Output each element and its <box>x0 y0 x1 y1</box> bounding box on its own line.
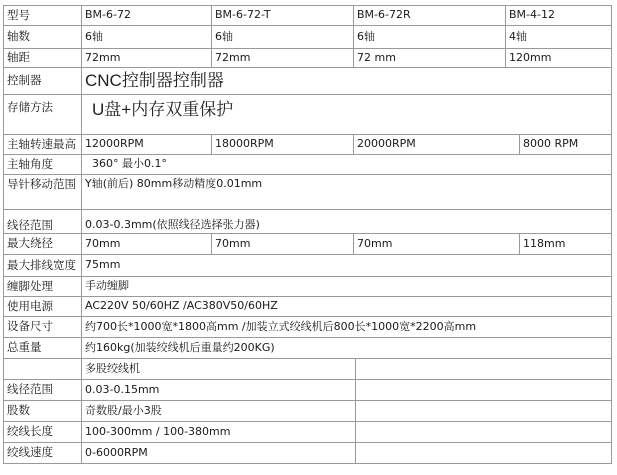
label-twist-length: 绞线长度 <box>3 421 82 443</box>
label-max-width: 最大排线宽度 <box>3 254 82 277</box>
twist-section-blank <box>3 358 82 380</box>
controller-value: CNC控制器控制器 <box>81 67 612 95</box>
max-speed-value: 20000RPM <box>353 134 520 155</box>
label-controller: 控制器 <box>3 67 82 95</box>
wire-range-2-filler <box>355 379 612 401</box>
label-twist-speed: 绞线速度 <box>3 442 82 464</box>
label-foot: 缠脚处理 <box>3 276 82 297</box>
twist-section-filler <box>355 358 612 380</box>
label-power: 使用电源 <box>3 296 82 317</box>
max-coil-value: 118mm <box>519 233 612 255</box>
label-axes: 轴数 <box>3 25 82 49</box>
twist-section-title: 多股绞线机 <box>81 358 356 380</box>
axes-value: 6轴 <box>81 25 212 49</box>
max-speed-value: 12000RPM <box>81 134 212 155</box>
label-guide: 导针移动范围 <box>3 174 82 210</box>
pitch-value: 120mm <box>505 48 612 68</box>
label-size: 设备尺寸 <box>3 316 82 338</box>
label-storage: 存储方法 <box>3 94 82 135</box>
pitch-value: 72mm <box>81 48 212 68</box>
label-wire-range-2: 线径范围 <box>3 379 82 401</box>
twist-length-filler <box>355 421 612 443</box>
max-coil-value: 70mm <box>211 233 354 255</box>
label-angle: 主轴角度 <box>3 154 82 175</box>
weight-value: 约160kg(加装绞线机后重量约200KG) <box>81 337 612 359</box>
max-coil-value: 70mm <box>81 233 212 255</box>
angle-value: 360° 最小0.1° <box>81 154 612 175</box>
max-coil-value: 70mm <box>353 233 520 255</box>
model-bm-6-72: BM-6-72 <box>81 5 212 26</box>
power-value: AC220V 50/60HZ /AC380V50/60HZ <box>81 296 612 317</box>
guide-value: Y轴(前后) 80mm移动精度0.01mm <box>81 174 612 210</box>
twist-length-value: 100-300mm / 100-380mm <box>81 421 356 443</box>
model-bm-6-72r: BM-6-72R <box>353 5 506 26</box>
model-bm-4-12: BM-4-12 <box>505 5 612 26</box>
storage-value: U盘+内存双重保护 <box>81 94 612 135</box>
max-speed-value: 8000 RPM <box>519 134 612 155</box>
max-speed-value: 18000RPM <box>211 134 354 155</box>
max-width-value: 75mm <box>81 254 612 277</box>
label-strands: 股数 <box>3 400 82 422</box>
axes-value: 4轴 <box>505 25 612 49</box>
label-weight: 总重量 <box>3 337 82 359</box>
label-wire-range: 线径范围 <box>3 209 82 234</box>
wire-range-value: 0.03-0.3mm(依照线径选择张力器) <box>81 209 612 234</box>
wire-range-2-value: 0.03-0.15mm <box>81 379 356 401</box>
label-pitch: 轴距 <box>3 48 82 68</box>
pitch-value: 72mm <box>211 48 354 68</box>
axes-value: 6轴 <box>353 25 506 49</box>
model-bm-6-72-t: BM-6-72-T <box>211 5 354 26</box>
label-max-speed: 主轴转速最高 <box>3 134 82 155</box>
foot-value: 手动缠脚 <box>81 276 612 297</box>
pitch-value: 72 mm <box>353 48 506 68</box>
twist-speed-value: 0-6000RPM <box>81 442 356 464</box>
size-value: 约700长*1000宽*1800高mm /加装立式绞线机后800长*1000宽*2200高mm <box>81 316 612 338</box>
strands-filler <box>355 400 612 422</box>
label-model: 型号 <box>3 5 82 26</box>
label-max-coil: 最大绕径 <box>3 233 82 255</box>
strands-value: 奇数股/最小3股 <box>81 400 356 422</box>
twist-speed-filler <box>355 442 612 464</box>
axes-value: 6轴 <box>211 25 354 49</box>
